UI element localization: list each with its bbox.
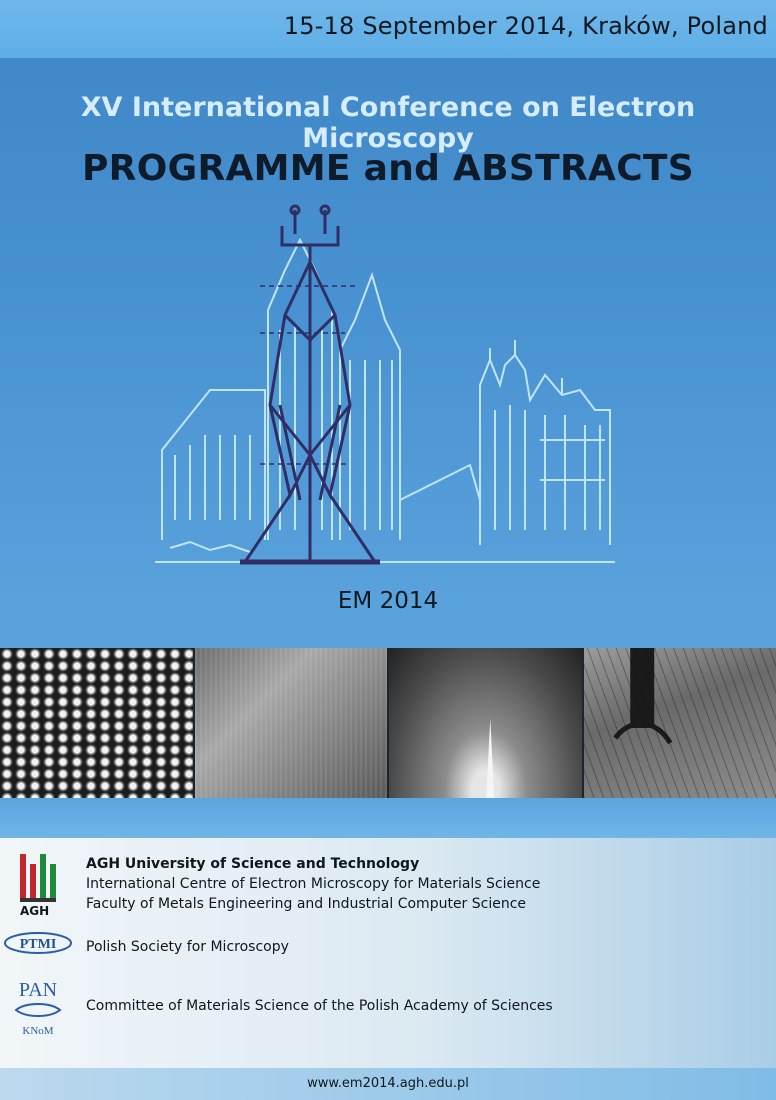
skyline-silhouette — [155, 240, 615, 562]
url-bar — [0, 1068, 776, 1100]
conference-title: XV International Conference on Electron Microscopy — [80, 92, 696, 154]
micrograph-crater-image — [389, 648, 582, 798]
electron-microscope-column — [240, 206, 380, 562]
event-label: EM 2014 — [337, 588, 439, 614]
pan-logo-top: PAN — [18, 979, 58, 1001]
ptm-logo-icon — [2, 926, 74, 960]
agh-logo-caption: AGH — [20, 904, 50, 918]
micrograph-fibers-image — [584, 648, 776, 798]
micrograph-strip — [0, 648, 776, 798]
agh-centre-name: International Centre of Electron Microscopy for Materials Science — [86, 876, 541, 892]
spike-shape — [389, 648, 582, 798]
agh-faculty-name: Faculty of Metals Engineering and Industrial Computer Science — [86, 896, 527, 912]
programme-title: PROGRAMME and ABSTRACTS — [81, 148, 694, 189]
fiber-shape — [584, 648, 776, 798]
date-location: 15-18 September 2014, Kraków, Poland — [283, 12, 768, 40]
krakow-skyline-microscope-illustration — [150, 200, 620, 585]
website-url[interactable]: www.em2014.agh.edu.pl — [307, 1076, 469, 1091]
organizers-panel — [0, 838, 776, 1070]
agh-logo-icon — [16, 850, 60, 910]
separator-band — [0, 798, 776, 838]
ptm-logo-text: PTMI — [19, 937, 57, 952]
agh-university-name: AGH University of Science and Technology — [86, 856, 420, 872]
pan-logo-icon — [10, 976, 66, 1040]
micrograph-lattice-image — [0, 648, 193, 798]
pan-committee-name: Committee of Materials Science of the Polish Academy of Sciences — [86, 998, 553, 1014]
micrograph-grid-image — [195, 648, 388, 798]
date-strip — [0, 0, 776, 58]
polish-society-name: Polish Society for Microscopy — [86, 939, 289, 955]
pan-logo-bottom: KNoM — [22, 1025, 54, 1037]
